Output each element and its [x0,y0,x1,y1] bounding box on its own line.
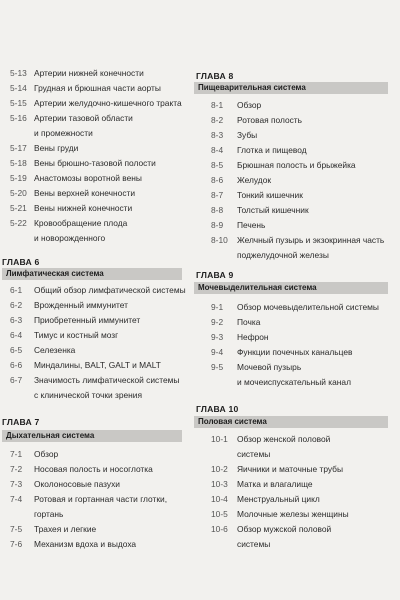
toc-entry-title: Матка и влагалище [237,479,313,489]
toc-entry [0,447,185,462]
toc-entry-title: Зубы [237,130,258,140]
toc-entry-title: Тимус и костный мозг [34,330,119,340]
toc-entry-title: системы [237,449,271,459]
toc-entry [193,492,393,507]
toc-entry-title: Менструальный цикл [237,494,320,504]
toc-entry [193,375,393,390]
toc-entry [193,188,393,203]
toc-entry-title: Кровообращение плода [34,218,128,228]
chapter-9-list [193,300,393,390]
toc-entry-number: 8-7 [211,190,224,200]
toc-entry-title: Обзор женской половой [237,434,331,444]
toc-entry-title: Ротовая и гортанная части глотки, [34,494,168,504]
toc-entry-number: 8-5 [211,160,224,170]
toc-entry-number: 10-1 [211,434,228,444]
toc-entry [0,126,185,141]
chapter-8-list [193,98,393,263]
toc-entry-title: Вены верхней конечности [34,188,136,198]
toc-entry-number: 6-7 [10,375,23,385]
toc-entry-title: Функции почечных канальцев [237,347,353,357]
toc-entry [0,507,185,522]
toc-entry [193,537,393,552]
toc-entry-title: Обзор [237,100,262,110]
toc-entry-number: 10-5 [211,509,228,519]
chapter-9-label: ГЛАВА 9 [196,270,234,280]
toc-entry [0,283,185,298]
toc-entry [193,345,393,360]
toc-entry [193,462,393,477]
toc-entry-title: Артерии желудочно-кишечного тракта [34,98,182,108]
toc-entry [0,216,185,231]
toc-entry [193,432,393,447]
toc-entry-number: 6-2 [10,300,23,310]
toc-entry [193,300,393,315]
toc-entry-number: 8-4 [211,145,224,155]
toc-entry [193,330,393,345]
toc-entry [0,298,185,313]
toc-entry [0,313,185,328]
chapter-6-title-bar: Лимфатическая система [2,268,182,280]
toc-entry-number: 7-3 [10,479,23,489]
chapter-8-label: ГЛАВА 8 [196,71,234,81]
toc-entry [0,96,185,111]
toc-entry-number: 10-3 [211,479,228,489]
chapter-6-label: ГЛАВА 6 [2,257,40,267]
toc-entry [193,113,393,128]
toc-entry-title: Механизм вдоха и выдоха [34,539,137,549]
toc-entry [193,248,393,263]
toc-entry [0,186,185,201]
toc-entry-title: Артерии тазовой области [34,113,133,123]
toc-entry-title: Трахея и легкие [34,524,97,534]
toc-entry-number: 6-3 [10,315,23,325]
toc-entry [0,388,185,403]
toc-entry-title: гортань [34,509,64,519]
toc-entry [193,315,393,330]
toc-entry-title: и новорожденного [34,233,106,243]
chapter-10-label: ГЛАВА 10 [196,404,239,414]
toc-entry-number: 9-5 [211,362,224,372]
toc-entry-number: 7-4 [10,494,23,504]
chapter-10-list [193,432,393,552]
toc-entry [0,81,185,96]
chapter-6-list [0,283,185,403]
toc-entry [0,66,185,81]
toc-entry [0,231,185,246]
toc-entry-number: 6-6 [10,360,23,370]
toc-entry [0,462,185,477]
toc-entry-number: 8-9 [211,220,224,230]
toc-entry [193,143,393,158]
toc-entry-title: Желудок [237,175,272,185]
toc-entry-title: Почка [237,317,261,327]
toc-entry [0,156,185,171]
toc-entry [193,447,393,462]
toc-entry-title: Анастомозы воротной вены [34,173,142,183]
toc-entry-number: 9-3 [211,332,224,342]
toc-entry-title: Артерии нижней конечности [34,68,144,78]
toc-entry [193,360,393,375]
toc-entry [193,218,393,233]
toc-entry-number: 5-20 [10,188,27,198]
toc-entry [193,128,393,143]
toc-entry-number: 8-2 [211,115,224,125]
toc-entry [0,328,185,343]
toc-entry-number: 5-15 [10,98,27,108]
toc-entry-title: Вены груди [34,143,79,153]
chapter-10-title-bar: Половая система [194,416,388,428]
toc-entry [0,522,185,537]
toc-entry-title: Вены брюшно-тазовой полости [34,158,156,168]
toc-entry-number: 7-6 [10,539,23,549]
toc-entry [193,173,393,188]
toc-entry-number: 5-21 [10,203,27,213]
toc-entry-title: поджелудочной железы [237,250,329,260]
toc-entry-title: Миндалины, BALT, GALT и MALT [34,360,161,370]
toc-entry [0,111,185,126]
toc-entry-number: 7-5 [10,524,23,534]
toc-entry-number: 8-10 [211,235,228,245]
toc-entry-number: 5-14 [10,83,27,93]
toc-entry-number: 5-19 [10,173,27,183]
toc-entry [193,522,393,537]
chapter-9-title-bar: Мочевыделительная система [194,282,388,294]
toc-entry-title: и мочеиспускательный канал [237,377,351,387]
toc-entry-title: Яичники и маточные трубы [237,464,344,474]
toc-entry-title: и промежности [34,128,93,138]
toc-entry-title: Нефрон [237,332,269,342]
toc-entry-number: 9-2 [211,317,224,327]
toc-entry [0,537,185,552]
toc-entry [193,158,393,173]
toc-entry-number: 8-1 [211,100,224,110]
toc-entry-title: Глотка и пищевод [237,145,307,155]
toc-entry-number: 5-13 [10,68,27,78]
toc-entry-title: Брюшная полость и брыжейка [237,160,356,170]
toc-entry [193,507,393,522]
toc-entry-number: 7-1 [10,449,23,459]
toc-entry-title: Мочевой пузырь [237,362,302,372]
toc-entry-title: Приобретенный иммунитет [34,315,141,325]
toc-entry [0,373,185,388]
toc-entry-number: 10-4 [211,494,228,504]
toc-entry-number: 8-6 [211,175,224,185]
toc-entry-number: 5-22 [10,218,27,228]
toc-entry-number: 6-4 [10,330,23,340]
toc-entry-title: Грудная и брюшная части аорты [34,83,161,93]
toc-entry [193,203,393,218]
toc-entry-number: 7-2 [10,464,23,474]
toc-entry-number: 6-5 [10,345,23,355]
toc-entry-number: 10-6 [211,524,228,534]
toc-entry-number: 10-2 [211,464,228,474]
toc-entry [0,477,185,492]
toc-entry-title: Печень [237,220,266,230]
toc-entry-title: Молочные железы женщины [237,509,349,519]
toc-entry [193,233,393,248]
toc-entry-title: Обзор [34,449,59,459]
toc-entry-title: Носовая полость и носоглотка [34,464,153,474]
toc-entry-number: 5-18 [10,158,27,168]
toc-entry [193,477,393,492]
chapter-8-title-bar: Пищеварительная система [194,82,388,94]
toc-entry-number: 6-1 [10,285,23,295]
toc-entry-title: Врожденный иммунитет [34,300,128,310]
toc-entry [0,358,185,373]
chapter-7-label: ГЛАВА 7 [2,417,40,427]
toc-entry-title: системы [237,539,271,549]
toc-entry-number: 8-8 [211,205,224,215]
toc-entry-title: Селезенка [34,345,76,355]
toc-entry-title: Околоносовые пазухи [34,479,120,489]
toc-entry [0,492,185,507]
toc-entry [193,98,393,113]
toc-entry-title: Обзор мужской половой [237,524,332,534]
chapter-7-list [0,447,185,552]
toc-entry-title: Тонкий кишечник [237,190,303,200]
toc-entry-title: Толстый кишечник [237,205,309,215]
toc-entry-title: с клинической точки зрения [34,390,143,400]
left-column [0,66,185,246]
toc-entry-number: 5-16 [10,113,27,123]
toc-entry-title: Общий обзор лимфатической системы [34,285,186,295]
toc-entry-number: 8-3 [211,130,224,140]
toc-entry-title: Желчный пузырь и экзокринная часть [237,235,385,245]
chapter-7-title-bar: Дыхательная система [2,430,182,442]
toc-entry-title: Значимость лимфатической системы [34,375,180,385]
toc-entry-title: Ротовая полость [237,115,302,125]
toc-entry [0,141,185,156]
toc-entry [0,201,185,216]
toc-entry [0,171,185,186]
toc-entry-title: Вены нижней конечности [34,203,133,213]
toc-entry-title: Обзор мочевыделительной системы [237,302,379,312]
toc-entry [0,343,185,358]
toc-entry-number: 5-17 [10,143,27,153]
toc-entry-number: 9-4 [211,347,224,357]
toc-entry-number: 9-1 [211,302,224,312]
